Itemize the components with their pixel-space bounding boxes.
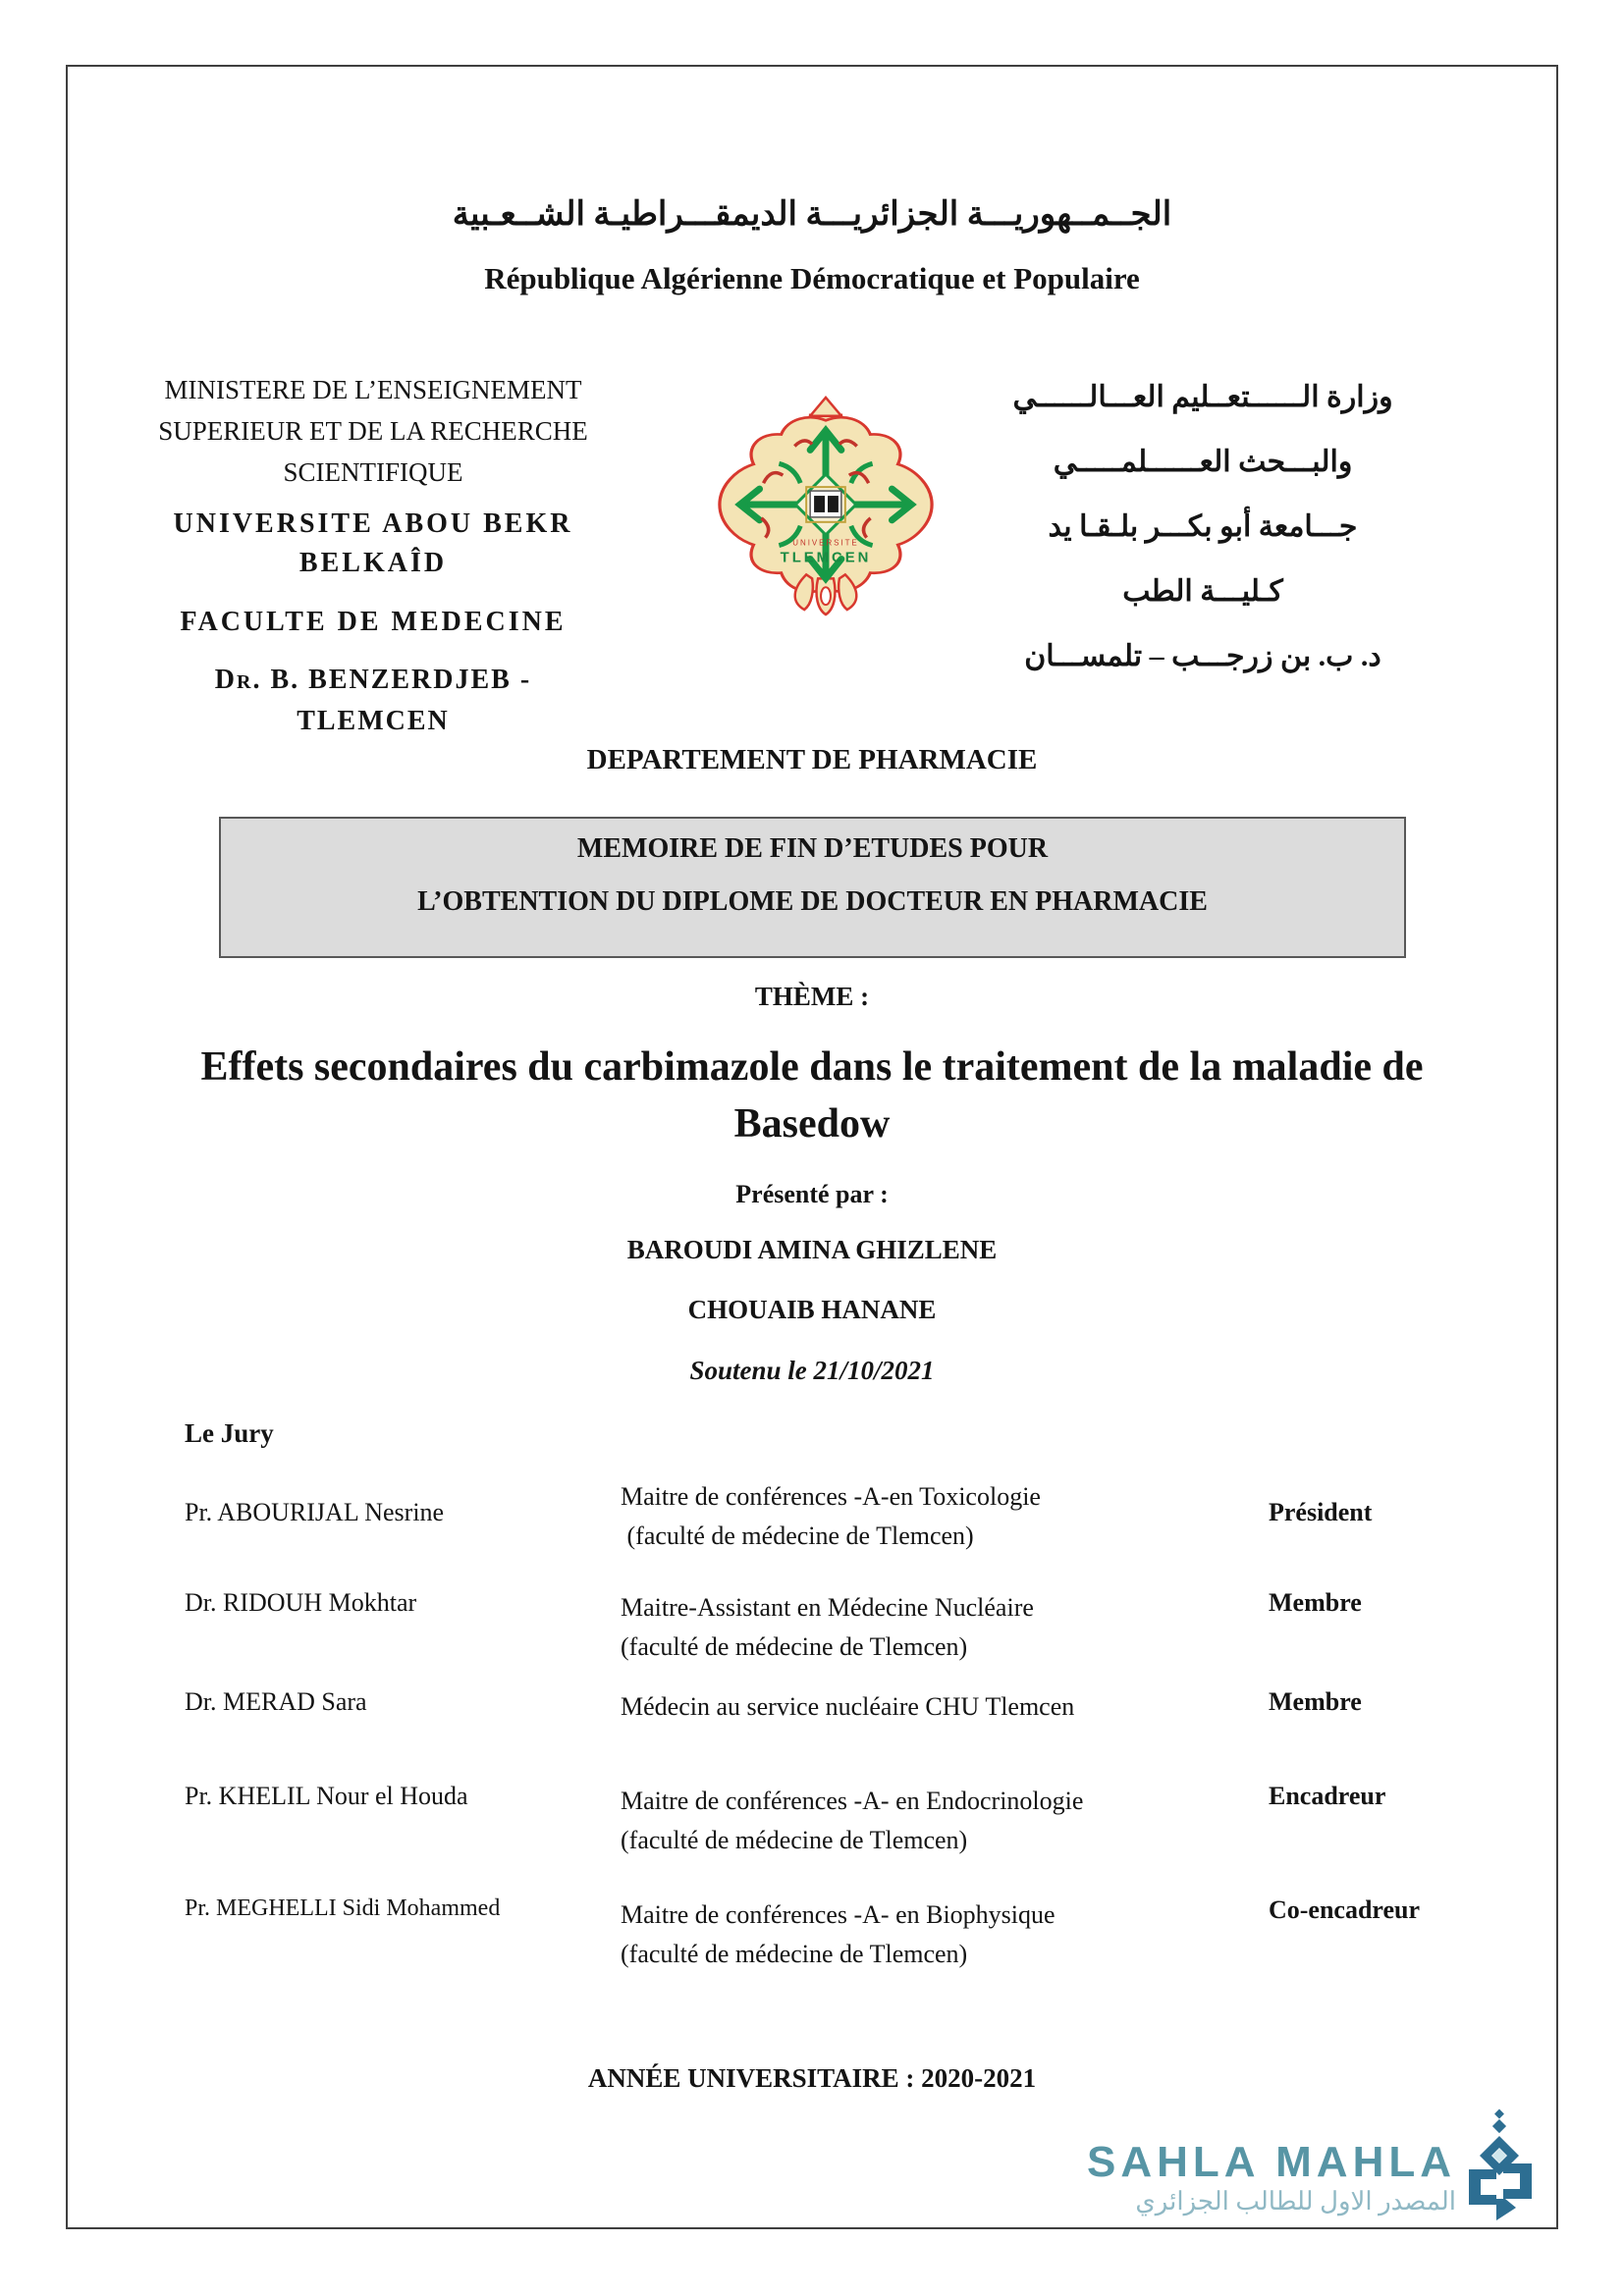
arabic-ministry-line: والبـــحث العــــــلمـــــي: [1053, 446, 1353, 478]
hospital-line: Dr. B. BENZERDJEB -: [214, 665, 532, 695]
ministry-line: MINISTERE DE L’ENSEIGNEMENT: [164, 375, 582, 404]
arabic-ministry-line: وزارة الــــــتعــليم العـــالــــــي: [1012, 381, 1393, 413]
jury-member-affiliation: (faculté de médecine de Tlemcen): [621, 1826, 968, 1854]
department-title: DEPARTEMENT DE PHARMACIE: [586, 744, 1038, 775]
jury-member-name: Pr. KHELIL Nour el Houda: [185, 1782, 468, 1810]
jury-member-name: Pr. MEGHELLI Sidi Mohammed: [185, 1896, 501, 1921]
french-republic-title: République Algérienne Démocratique et Populaire: [484, 261, 1140, 295]
arabic-ministry-block: [943, 365, 1463, 689]
ministry-line: SCIENTIFIQUE: [283, 457, 463, 487]
university-line: BELKAÎD: [298, 548, 448, 578]
jury-member-name: Dr. RIDOUH Mokhtar: [185, 1588, 417, 1617]
defense-date: Soutenu le 21/10/2021: [689, 1356, 935, 1385]
memoir-banner: [219, 817, 1406, 958]
presented-by-label: Présenté par :: [735, 1180, 889, 1208]
jury-member-role: Président: [1269, 1498, 1373, 1526]
banner-line: L’OBTENTION DU DIPLOME DE DOCTEUR EN PHARMACIE: [417, 886, 1208, 917]
logo-text-universite: UNIVERSITE: [792, 538, 859, 548]
jury-member-title: Médecin au service nucléaire CHU Tlemcen: [621, 1692, 1075, 1721]
jury-member-title: Maitre de conférences -A- en Endocrinologie (faculté de médecine de Tlemcen): [621, 1782, 1259, 1860]
ministry-block: [98, 369, 648, 493]
jury-member-role: Encadreur: [1269, 1782, 1386, 1810]
sahla-mahla-tagline: المصدر الاول للطالب الجزائري: [1135, 2187, 1456, 2216]
arabic-hospital-line: د. ب. بن زرجـــب – تلمســـان: [1024, 640, 1381, 672]
logo-text-tlemcen: TLEMCEN: [780, 550, 872, 566]
university-name: [98, 505, 648, 583]
author-name: CHOUAIB HANANE: [687, 1295, 937, 1324]
jury-member-title: Maitre-Assistant en Médecine Nucléaire (faculté de médecine de Tlemcen): [621, 1588, 1259, 1667]
arabic-university-line: جـــامعة أبو بكـــر بلـقـا يد: [1048, 510, 1358, 543]
jury-member-role: Co-encadreur: [1269, 1896, 1421, 1924]
sahla-mahla-calligraphy-icon: [1461, 2109, 1540, 2222]
hospital-name: [98, 660, 648, 742]
jury-member-name: Pr. ABOURIJAL Nesrine: [185, 1498, 445, 1526]
jury-member-affiliation: (faculté de médecine de Tlemcen): [621, 1522, 974, 1550]
jury-member-title: Maitre de conférences -A- en Biophysique (faculté de médecine de Tlemcen): [621, 1896, 1259, 1974]
jury-member-role: Membre: [1269, 1687, 1362, 1716]
sahla-mahla-wordmark: SAHLA MAHLA: [1087, 2138, 1456, 2186]
ministry-line: SUPERIEUR ET DE LA RECHERCHE: [158, 416, 588, 446]
jury-member-affiliation: (faculté de médecine de Tlemcen): [621, 1632, 968, 1661]
author-name: BAROUDI AMINA GHIZLENE: [626, 1235, 998, 1264]
university-line: UNIVERSITE ABOU BEKR: [173, 508, 573, 539]
jury-member-title: Maitre de conférences -A-en Toxicologie (faculté de médecine de Tlemcen): [621, 1477, 1259, 1556]
jury-member-name: Dr. MERAD Sara: [185, 1687, 367, 1716]
jury-section-label: Le Jury: [185, 1418, 274, 1448]
jury-member-affiliation: (faculté de médecine de Tlemcen): [621, 1940, 968, 1968]
faculty-name: FACULTE DE MEDECINE: [180, 607, 567, 637]
theme-label: THÈME :: [754, 982, 870, 1011]
university-tlemcen-logo: [709, 389, 943, 616]
jury-member-role: Membre: [1269, 1588, 1362, 1617]
arabic-republic-title: الجــمــهوريـــة الجزائريـــة الديمقـــراطيـة الشــعـبية: [452, 196, 1172, 233]
banner-line: MEMOIRE DE FIN D’ETUDES POUR: [576, 833, 1049, 864]
arabic-faculty-line: كـليـــة الطب: [1122, 575, 1283, 608]
hospital-line: TLEMCEN: [297, 706, 450, 736]
thesis-title: Effets secondaires du carbimazole dans le traitement de la maladie de Basedow: [200, 1044, 1424, 1147]
academic-year: ANNÉE UNIVERSITAIRE : 2020-2021: [587, 2063, 1037, 2093]
